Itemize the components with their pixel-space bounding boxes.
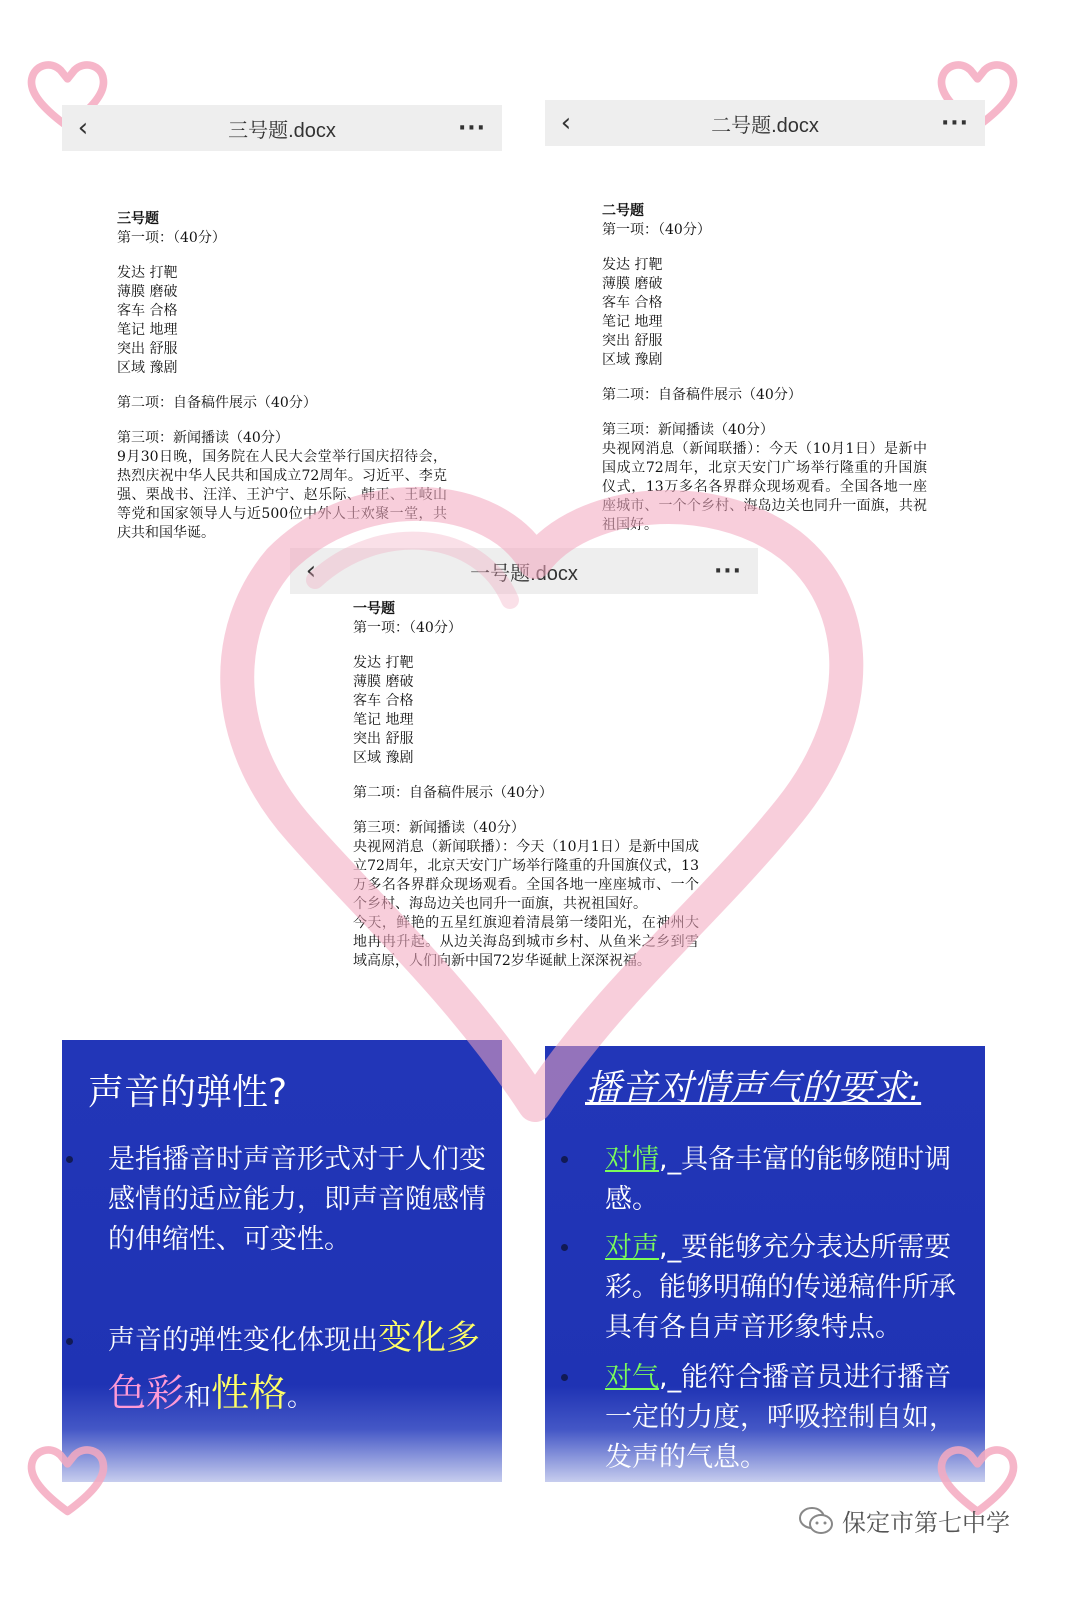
bullet-line: 感情的适应能力，即声音随感情: [108, 1184, 486, 1215]
back-chevron-icon[interactable]: ‹: [77, 113, 89, 143]
bullet-dot: [561, 1156, 568, 1163]
word-pair: 区域 豫剧: [353, 750, 414, 766]
highlight-text: 变化多: [378, 1318, 480, 1358]
wechat-logo-icon: [798, 1506, 834, 1536]
requirement-text: 具有各自声音形象特点。: [605, 1312, 902, 1343]
slide-title: 声音的弹性?: [88, 1072, 288, 1113]
slide-broadcast-requirements: [545, 1046, 985, 1482]
item-1: 第一项：（40分）: [602, 222, 711, 238]
requirement-key: 对气: [605, 1362, 659, 1393]
doc-title: 三号题.docx: [228, 119, 336, 142]
requirement-item: [605, 1228, 956, 1348]
requirement-item: [605, 1140, 951, 1220]
requirement-text: ,_要能够充分表达所需要: [659, 1232, 952, 1263]
item-2: 第二项：自备稿件展示（40分）: [117, 395, 317, 411]
doc-window-1: [290, 548, 758, 1020]
item-3: 第三项：新闻播读（40分）: [117, 430, 289, 446]
doc-window-2: [545, 100, 985, 533]
bullet-dot: [66, 1156, 73, 1163]
doc-window-3: [62, 105, 502, 541]
word-pair: 笔记 地理: [353, 712, 414, 728]
doc-header-bar: [545, 100, 985, 146]
requirement-text: 一定的力度，呼吸控制自如，: [605, 1402, 956, 1433]
bullet-line: 是指播音时声音形式对于人们变: [108, 1144, 486, 1175]
requirement-text: 感。: [605, 1184, 659, 1215]
news-paragraph: 央视网消息（新闻联播）：今天（10月1日）是新中国成立72周年，北京天安门广场举行隆重的升国旗仪式，13万多名各界群众现场观看。全国各地一座座城市、一个个乡村、海岛边关也同升一面旗，共祝祖国好。: [602, 441, 927, 533]
requirement-text: ,_能符合播音员进行播音: [659, 1362, 952, 1393]
word-pair: 笔记 地理: [117, 322, 178, 338]
word-pair: 区域 豫剧: [602, 352, 663, 368]
requirement-key: 对声: [605, 1232, 659, 1263]
word-pair: 发达 打靶: [117, 265, 178, 281]
bullet-text: 声音的弹性变化体现出: [108, 1325, 378, 1356]
bullet-1: [108, 1140, 486, 1260]
requirement-item: [605, 1358, 956, 1478]
doc-heading: 三号题: [117, 211, 159, 227]
wechat-watermark: [798, 1503, 1010, 1538]
bullet-dot: [561, 1374, 568, 1381]
word-pair: 突出 舒服: [353, 731, 414, 747]
news-paragraph: 9月30日晚，国务院在人民大会堂举行国庆招待会，热烈庆祝中华人民共和国成立72周年。习近平、李克强、栗战书、汪洋、王沪宁、赵乐际、韩正、王岐山等党和国家领导人与近500位中外人士欢聚一堂，共庆共和国华诞。: [117, 449, 447, 541]
word-pair: 薄膜 磨破: [117, 284, 178, 300]
item-3: 第三项：新闻播读（40分）: [602, 422, 774, 438]
doc-title: 二号题.docx: [711, 114, 819, 137]
slide-title: 播音对情声气的要求:: [585, 1068, 922, 1109]
more-options-icon[interactable]: ···: [457, 115, 487, 141]
word-pair: 薄膜 磨破: [353, 674, 414, 690]
word-pair: 客车 合格: [353, 693, 414, 709]
doc-body: [117, 210, 447, 541]
bullet-text: 。: [287, 1382, 315, 1413]
doc-body: [602, 202, 927, 533]
bullet-text: 和: [184, 1382, 212, 1413]
doc-body: [353, 600, 699, 1018]
item-1: 第一项：（40分）: [353, 620, 462, 636]
bullet-dot: [561, 1244, 568, 1251]
word-pair: 发达 打靶: [353, 655, 414, 671]
news-paragraph: 央视网消息（新闻联播）：今天（10月1日）是新中国成立72周年，北京天安门广场举行隆重的升国旗仪式，13万多名各界群众现场观看。全国各地一座座城市、一个个乡村、海岛边关也同升一面旗，共祝祖国好。: [353, 839, 699, 912]
bullet-dot: [66, 1338, 73, 1345]
word-pair: 客车 合格: [117, 303, 178, 319]
doc-heading: 二号题: [602, 203, 644, 219]
slide-voice-elasticity: [62, 1040, 502, 1482]
word-pair: 突出 舒服: [602, 333, 663, 349]
bullet-line: 的伸缩性、可变性。: [108, 1224, 351, 1255]
word-pair: 客车 合格: [602, 295, 663, 311]
bullet-2: [108, 1318, 480, 1418]
highlight-text: 色彩: [108, 1371, 185, 1415]
word-pair: 突出 舒服: [117, 341, 178, 357]
word-pair: 发达 打靶: [602, 257, 663, 273]
back-chevron-icon[interactable]: ‹: [560, 108, 572, 138]
corner-heart-bottom-left-icon: [25, 1440, 110, 1520]
doc-heading: 一号题: [353, 601, 395, 617]
more-options-icon[interactable]: ···: [713, 558, 743, 584]
requirement-key: 对情: [605, 1144, 659, 1175]
requirement-text: ,_具备丰富的能够随时调: [659, 1144, 952, 1175]
item-2: 第二项：自备稿件展示（40分）: [602, 387, 802, 403]
doc-header-bar: [62, 105, 502, 151]
doc-title: 一号题.docx: [470, 562, 578, 585]
back-chevron-icon[interactable]: ‹: [305, 556, 317, 586]
requirement-text: 彩。能够明确的传递稿件所承: [605, 1272, 956, 1303]
watermark-text: 保定市第七中学: [842, 1509, 1010, 1537]
word-pair: 区域 豫剧: [117, 360, 178, 376]
doc-header-bar: [290, 548, 758, 594]
word-pair: 薄膜 磨破: [602, 276, 663, 292]
item-3: 第三项：新闻播读（40分）: [353, 820, 525, 836]
more-options-icon[interactable]: ···: [940, 110, 970, 136]
word-pair: 笔记 地理: [602, 314, 663, 330]
item-1: 第一项：（40分）: [117, 230, 226, 246]
highlight-text: 性格: [211, 1371, 288, 1415]
news-paragraph-2: 今天，鲜艳的五星红旗迎着清晨第一缕阳光，在神州大地冉冉升起。从边关海岛到城市乡村、从鱼米之乡到雪域高原，人们向新中国72岁华诞献上深深祝福。: [353, 915, 699, 969]
item-2: 第二项：自备稿件展示（40分）: [353, 785, 553, 801]
requirement-text: 发声的气息。: [605, 1442, 767, 1473]
